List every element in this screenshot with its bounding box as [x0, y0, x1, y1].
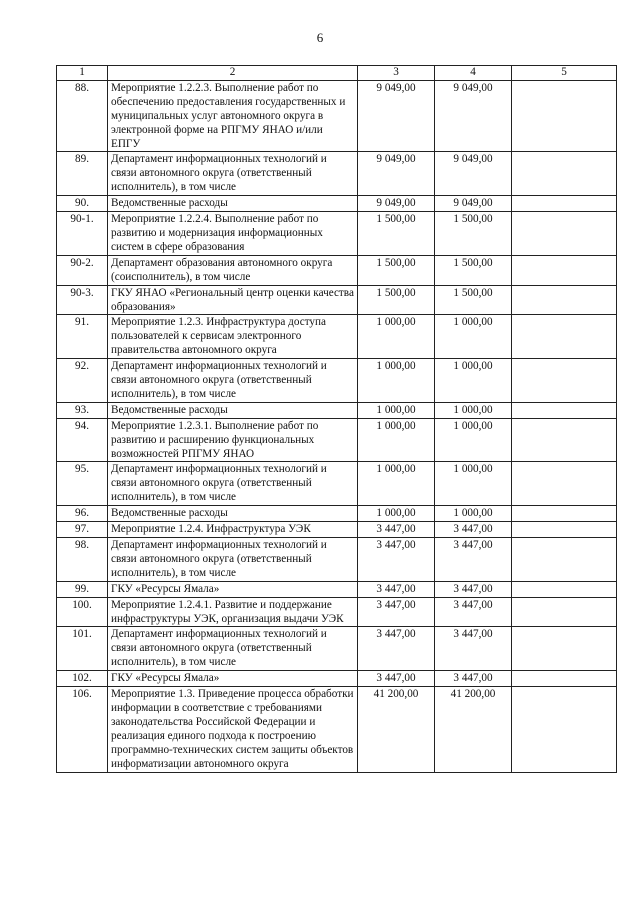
row-description-cell: Департамент информационных технологий и связи автономного округа (ответственный исполнитель), в том числе [108, 627, 358, 671]
row-number-cell: 100. [57, 597, 108, 627]
table-row [57, 671, 617, 687]
row-value-col4-cell: 3 447,00 [435, 671, 512, 687]
row-value-col5-cell [512, 80, 617, 152]
row-number-cell: 90-3. [57, 285, 108, 315]
row-value-col3-cell: 3 447,00 [358, 597, 435, 627]
row-value-col4-cell: 9 049,00 [435, 80, 512, 152]
row-number-cell: 99. [57, 581, 108, 597]
row-description-cell: Департамент образования автономного округа (соисполнитель), в том числе [108, 255, 358, 285]
row-value-col4-cell: 1 500,00 [435, 255, 512, 285]
row-value-col5-cell [512, 255, 617, 285]
row-number-cell: 90. [57, 196, 108, 212]
row-value-col3-cell: 3 447,00 [358, 627, 435, 671]
row-description-cell: Департамент информационных технологий и связи автономного округа (ответственный исполнитель), в том числе [108, 462, 358, 506]
table-row [57, 627, 617, 671]
row-value-col4-cell: 9 049,00 [435, 196, 512, 212]
row-value-col4-cell: 1 000,00 [435, 402, 512, 418]
column-header: 5 [512, 66, 617, 81]
row-value-col3-cell: 9 049,00 [358, 80, 435, 152]
row-value-col5-cell [512, 462, 617, 506]
row-number-cell: 90-2. [57, 255, 108, 285]
row-number-cell: 96. [57, 506, 108, 522]
row-value-col5-cell [512, 506, 617, 522]
row-value-col4-cell: 1 000,00 [435, 418, 512, 462]
table-row [57, 152, 617, 196]
row-number-cell: 94. [57, 418, 108, 462]
table-row [57, 212, 617, 256]
row-description-cell: ГКУ ЯНАО «Региональный центр оценки качества образования» [108, 285, 358, 315]
column-header: 2 [108, 66, 358, 81]
row-value-col5-cell [512, 402, 617, 418]
row-value-col3-cell: 1 000,00 [358, 359, 435, 403]
row-description-cell: Мероприятие 1.2.3. Инфраструктура доступа пользователей к сервисам электронного правительства автономного округа [108, 315, 358, 359]
row-number-cell: 91. [57, 315, 108, 359]
table-row [57, 315, 617, 359]
table-row [57, 359, 617, 403]
row-number-cell: 101. [57, 627, 108, 671]
row-value-col4-cell: 1 000,00 [435, 359, 512, 403]
row-description-cell: ГКУ «Ресурсы Ямала» [108, 671, 358, 687]
row-value-col5-cell [512, 522, 617, 538]
row-value-col4-cell: 3 447,00 [435, 538, 512, 582]
row-description-cell: Мероприятие 1.2.4.1. Развитие и поддержание инфраструктуры УЭК, организация выдачи УЭК [108, 597, 358, 627]
row-number-cell: 95. [57, 462, 108, 506]
row-description-cell: Мероприятие 1.2.3.1. Выполнение работ по развитию и расширению функциональных возможностей РПГМУ ЯНАО [108, 418, 358, 462]
row-value-col3-cell: 41 200,00 [358, 687, 435, 772]
row-value-col3-cell: 9 049,00 [358, 152, 435, 196]
row-value-col3-cell: 1 000,00 [358, 402, 435, 418]
row-value-col3-cell: 1 000,00 [358, 418, 435, 462]
table-row [57, 687, 617, 772]
table-row [57, 538, 617, 582]
table-row [57, 581, 617, 597]
row-number-cell: 98. [57, 538, 108, 582]
row-description-cell: Мероприятие 1.2.2.3. Выполнение работ по обеспечению предоставления государственных и муниципальных услуг автономного округа в электронной форме на РПГМУ ЯНАО и/или ЕПГУ [108, 80, 358, 152]
row-value-col4-cell: 41 200,00 [435, 687, 512, 772]
page-number: 6 [316, 30, 324, 45]
table-row [57, 402, 617, 418]
row-value-col3-cell: 1 500,00 [358, 212, 435, 256]
row-value-col5-cell [512, 597, 617, 627]
column-header: 4 [435, 66, 512, 81]
row-value-col4-cell: 3 447,00 [435, 581, 512, 597]
row-value-col5-cell [512, 687, 617, 772]
row-value-col4-cell: 9 049,00 [435, 152, 512, 196]
table-row [57, 285, 617, 315]
table-row [57, 80, 617, 152]
row-description-cell: Мероприятие 1.2.2.4. Выполнение работ по развитию и модернизация информационных систем в сфере образования [108, 212, 358, 256]
row-description-cell: Мероприятие 1.3. Приведение процесса обработки информации в соответствие с требованиями законодательства Российской Федерации и реализация единого подхода к построению программно-технических систем защиты объектов информатизации автономного округа [108, 687, 358, 772]
row-number-cell: 88. [57, 80, 108, 152]
row-number-cell: 89. [57, 152, 108, 196]
row-value-col4-cell: 1 000,00 [435, 462, 512, 506]
row-value-col4-cell: 1 500,00 [435, 212, 512, 256]
row-number-cell: 106. [57, 687, 108, 772]
row-description-cell: ГКУ «Ресурсы Ямала» [108, 581, 358, 597]
row-number-cell: 97. [57, 522, 108, 538]
row-value-col3-cell: 1 500,00 [358, 285, 435, 315]
row-description-cell: Департамент информационных технологий и связи автономного округа (ответственный исполнитель), в том числе [108, 359, 358, 403]
row-description-cell: Департамент информационных технологий и связи автономного округа (ответственный исполнитель), в том числе [108, 538, 358, 582]
table-row [57, 597, 617, 627]
budget-table [56, 65, 617, 773]
row-value-col3-cell: 3 447,00 [358, 671, 435, 687]
row-value-col4-cell: 1 000,00 [435, 315, 512, 359]
row-value-col4-cell: 1 000,00 [435, 506, 512, 522]
row-value-col4-cell: 3 447,00 [435, 522, 512, 538]
row-number-cell: 93. [57, 402, 108, 418]
table-row [57, 522, 617, 538]
table-row [57, 255, 617, 285]
row-value-col3-cell: 3 447,00 [358, 538, 435, 582]
row-value-col3-cell: 1 500,00 [358, 255, 435, 285]
row-description-cell: Ведомственные расходы [108, 196, 358, 212]
row-value-col3-cell: 1 000,00 [358, 462, 435, 506]
row-value-col5-cell [512, 627, 617, 671]
row-value-col5-cell [512, 285, 617, 315]
table-header-row [57, 66, 617, 81]
row-value-col5-cell [512, 671, 617, 687]
row-value-col5-cell [512, 538, 617, 582]
row-number-cell: 102. [57, 671, 108, 687]
column-header: 1 [57, 66, 108, 81]
row-value-col3-cell: 9 049,00 [358, 196, 435, 212]
row-value-col5-cell [512, 581, 617, 597]
table-row [57, 462, 617, 506]
row-description-cell: Мероприятие 1.2.4. Инфраструктура УЭК [108, 522, 358, 538]
row-value-col4-cell: 3 447,00 [435, 597, 512, 627]
row-number-cell: 92. [57, 359, 108, 403]
row-value-col5-cell [512, 196, 617, 212]
row-value-col3-cell: 3 447,00 [358, 581, 435, 597]
row-description-cell: Ведомственные расходы [108, 506, 358, 522]
table-row [57, 418, 617, 462]
row-value-col5-cell [512, 359, 617, 403]
row-value-col5-cell [512, 152, 617, 196]
row-description-cell: Ведомственные расходы [108, 402, 358, 418]
table-row [57, 506, 617, 522]
row-value-col3-cell: 1 000,00 [358, 315, 435, 359]
row-value-col4-cell: 1 500,00 [435, 285, 512, 315]
row-value-col4-cell: 3 447,00 [435, 627, 512, 671]
row-value-col5-cell [512, 418, 617, 462]
row-value-col3-cell: 3 447,00 [358, 522, 435, 538]
column-header: 3 [358, 66, 435, 81]
row-value-col3-cell: 1 000,00 [358, 506, 435, 522]
row-number-cell: 90-1. [57, 212, 108, 256]
row-value-col5-cell [512, 315, 617, 359]
table-row [57, 196, 617, 212]
row-value-col5-cell [512, 212, 617, 256]
row-description-cell: Департамент информационных технологий и связи автономного округа (ответственный исполнитель), в том числе [108, 152, 358, 196]
